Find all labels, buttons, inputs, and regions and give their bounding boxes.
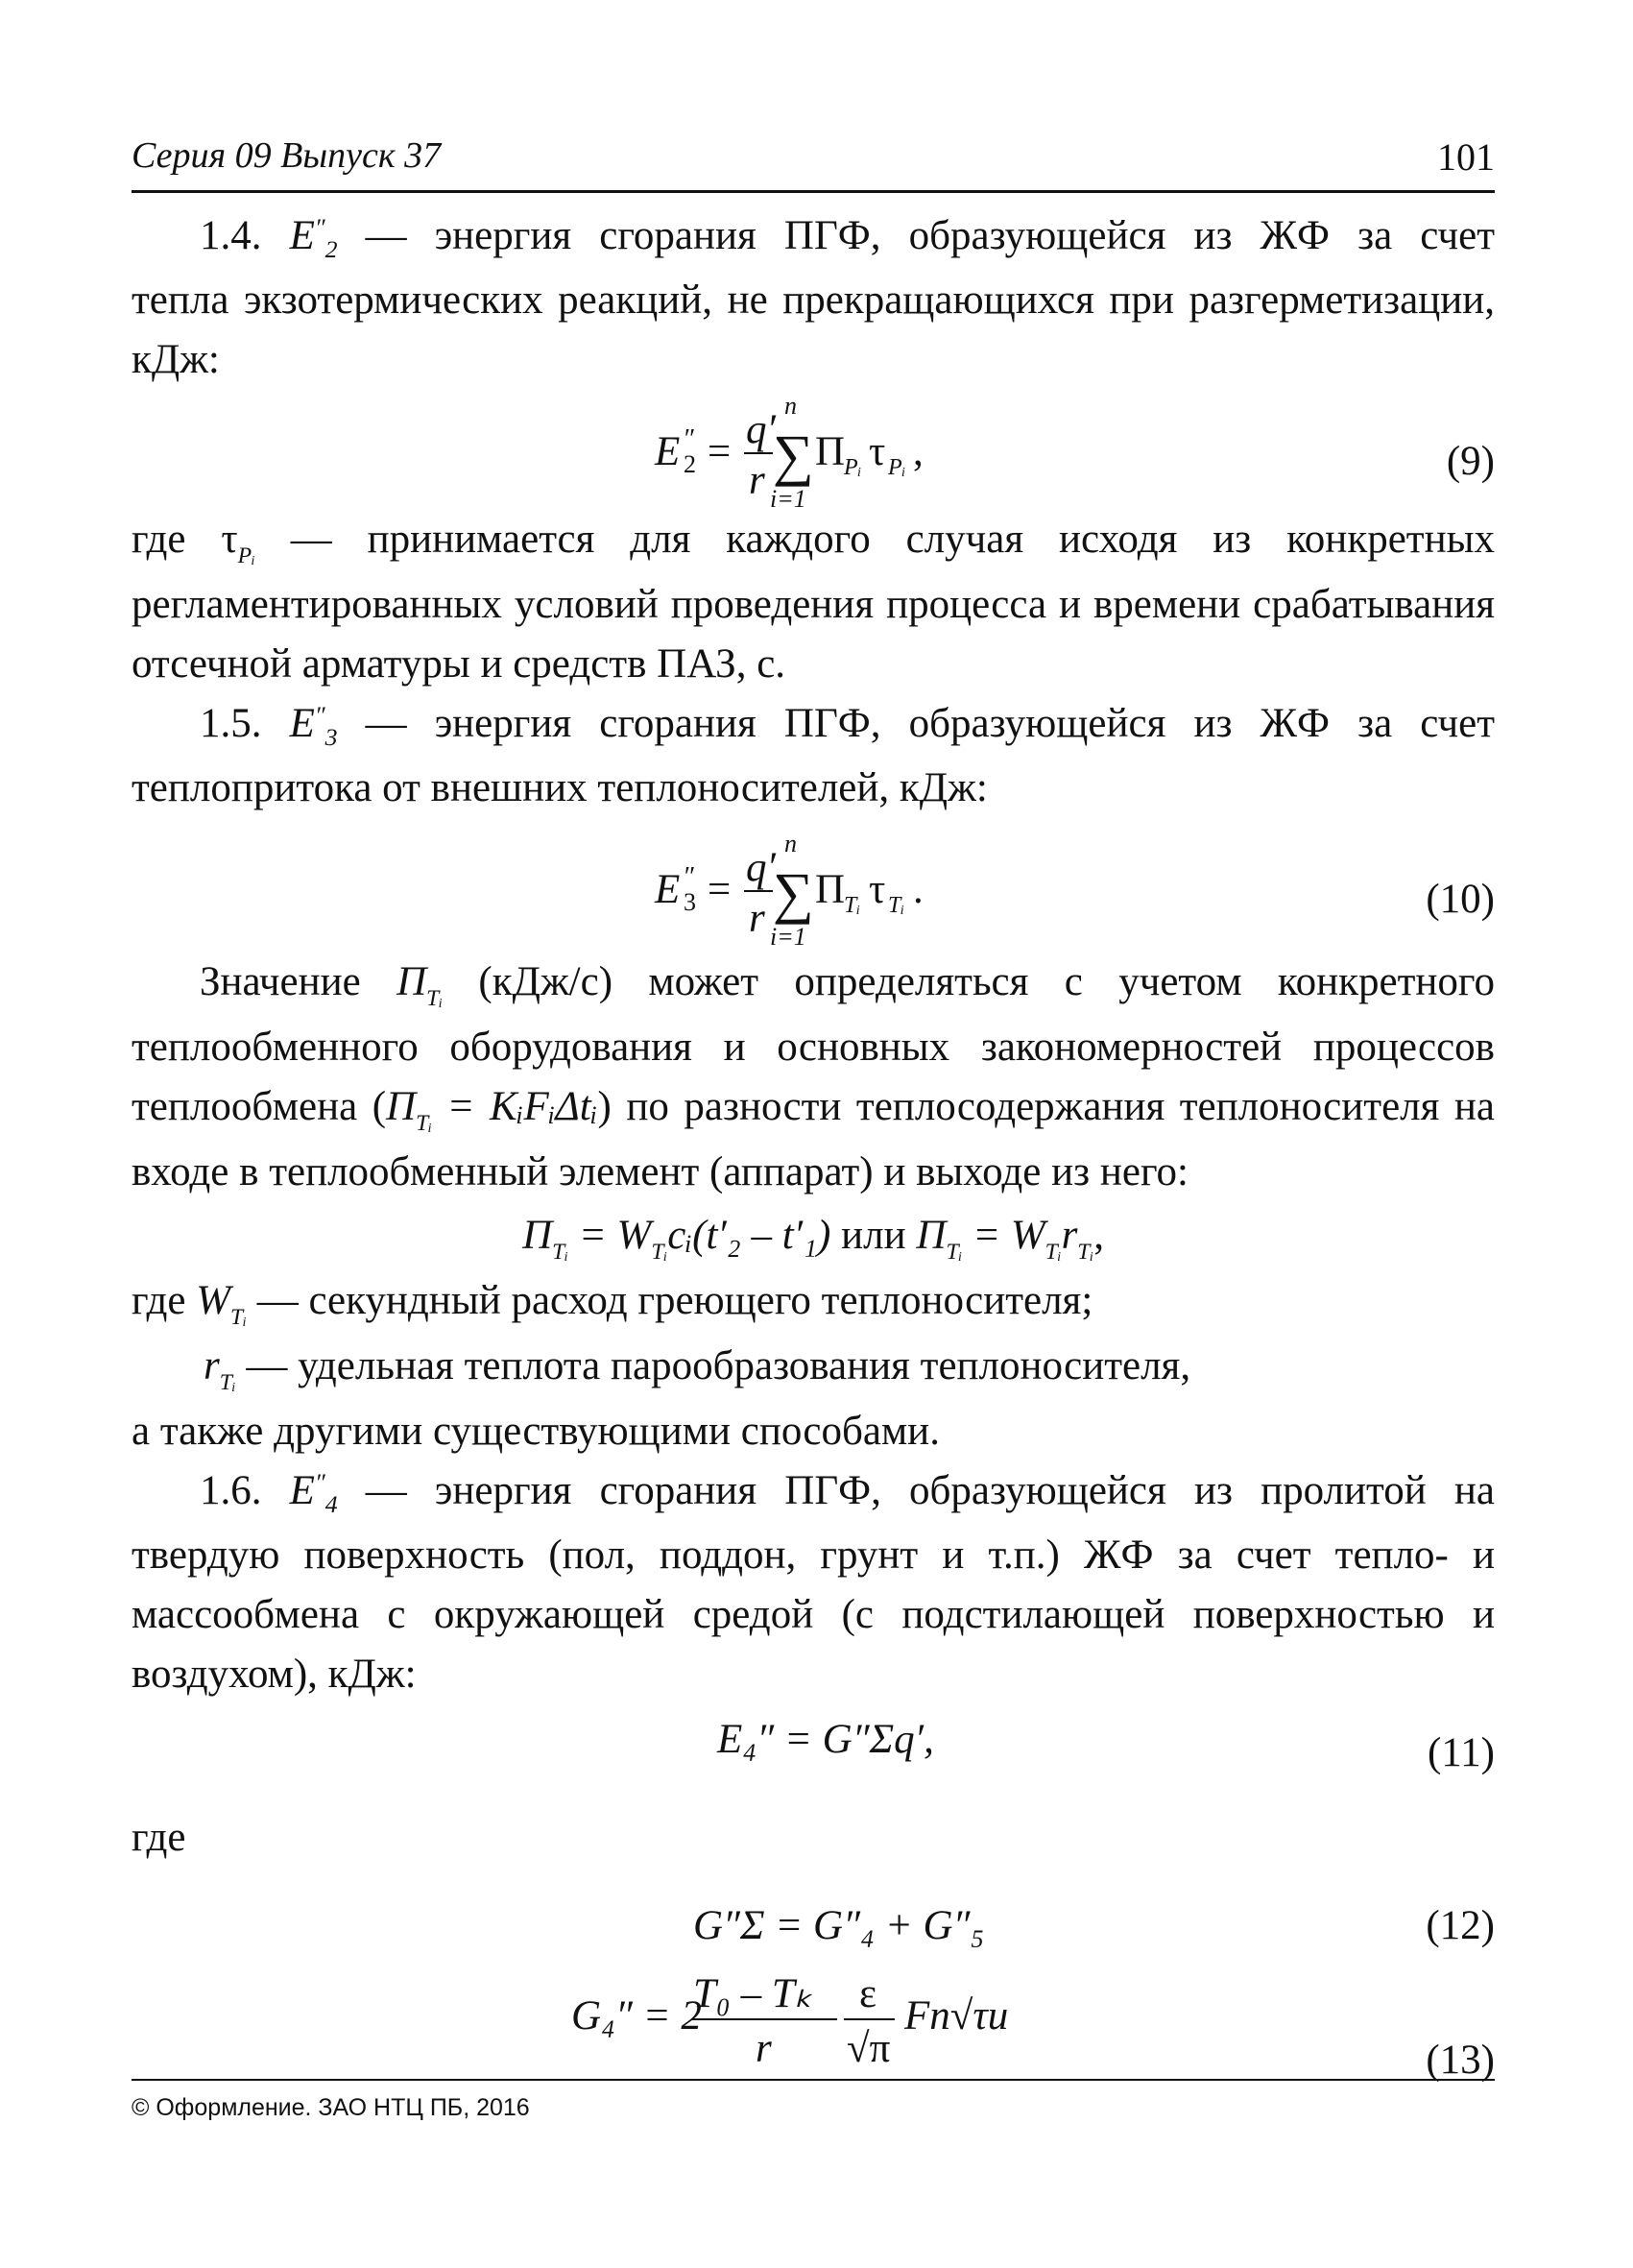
where-label: где (132, 1815, 186, 1860)
issue-label: Выпуск 37 (280, 135, 442, 176)
eq9-sum-top: n (784, 392, 797, 420)
svg-text:Tᵢ: Tᵢ (888, 893, 905, 918)
svg-text:,: , (913, 429, 924, 474)
equation-10-svg (132, 818, 1495, 953)
eq9-numerator: q′ (746, 407, 776, 452)
equation-9 (132, 390, 1495, 510)
def-also: а также другими существующими способами. (132, 1409, 940, 1454)
svg-text:=: = (708, 429, 732, 474)
eq13-frac1-den: r (756, 2026, 772, 2071)
eq13-tail: Fп√τи (904, 1993, 1009, 2039)
symbol-e2: $E''_2$ (289, 212, 338, 264)
value-para: Значение $П_{Tᵢ}$ (кДж/с) может определяться с учетом конкретного теплообменного оборудования и основных закономерностей процессов теплообмена ($П_{Tᵢ}$ = KᵢFᵢΔtᵢ) по разности теплосодержания теплоносителя на входе в теплообменный элемент (аппарат) и выходе из него: (132, 959, 1495, 1194)
equation-13 (132, 1964, 1495, 2093)
eq13-frac2-num: ε (859, 1971, 877, 2016)
svg-text:Pᵢ: Pᵢ (888, 455, 906, 480)
where-tau-para: где $\tau_{Pᵢ}$ — принимается для каждого случая исходя из конкретных регламентированных условий проведения процесса и времени срабатывания отсечной арматуры и средств ПАЗ, с. (132, 517, 1495, 687)
eq9-denominator: r (749, 458, 765, 503)
equation-9-svg (132, 390, 1495, 510)
page-number: 101 (1437, 135, 1495, 179)
svg-text:2: 2 (684, 450, 696, 478)
svg-text:Tᵢ: Tᵢ (844, 893, 861, 918)
svg-text:τ: τ (869, 867, 886, 912)
eq9-sigma: ∑ (773, 423, 814, 487)
section-number: 1.4. (200, 213, 262, 258)
eq9-lhs: E (655, 429, 681, 474)
section-number: 1.5. (200, 701, 262, 746)
symbol-e4: $E''_4$ (289, 1467, 338, 1519)
eq10-sum-top: n (784, 830, 797, 857)
section-1-5-line1: 1.5. $E''_3$ — энергия сгорания ПГФ, образующейся из ЖФ за счет (200, 700, 1495, 752)
running-header (132, 133, 1495, 193)
equation-10-number: (10) (1426, 877, 1495, 922)
equation-12-number: (12) (1426, 1903, 1495, 1948)
section-1-4-text: тепла экзотермических реакций, не прекращающихся при разгерметизации, кДж: (132, 277, 1495, 382)
equation-pt: $П_{Tᵢ}$ = $W_{Tᵢ}cᵢ(t'_2 - t'_1)$ или $П_{Tᵢ} = W_{Tᵢ}r_{Tᵢ}$, (522, 1213, 1104, 1265)
equation-11 (132, 1704, 1495, 1781)
copyright-text: © Оформление. ЗАО НТЦ ПБ, 2016 (132, 2094, 530, 2121)
section-1-6-text: твердую поверхность (пол, поддон, грунт и т.п.) ЖФ за счет тепло- и массообмена с окружающей средой (с подстилающей поверхностью и воздухом), кДж: (132, 1532, 1495, 1697)
eq10-sum-bottom: i=1 (770, 923, 806, 951)
eq9-term: Π (815, 429, 846, 474)
eq10-denominator: r (749, 896, 765, 941)
equation-11-formula: E₄″ = G″Σq′, (717, 1717, 934, 1762)
section-number: 1.6. (200, 1468, 262, 1513)
equation-13-svg (132, 1964, 1495, 2093)
svg-text:.: . (913, 867, 924, 912)
eq10-numerator: q′ (746, 845, 776, 890)
eq10-sigma: ∑ (773, 861, 814, 925)
page-body (132, 206, 1495, 2093)
equation-12-formula: G″Σ = G″₄ + G″₅ (693, 1903, 985, 1948)
svg-text:3: 3 (684, 888, 696, 916)
equation-12 (132, 1868, 1495, 1964)
section-1-6-line1: 1.6. $E''_4$ — энергия сгорания ПГФ, образующейся из пролитой на (200, 1467, 1496, 1519)
equation-10 (132, 818, 1495, 953)
svg-text:Pᵢ: Pᵢ (844, 455, 862, 480)
equation-13-number: (13) (1426, 2038, 1495, 2083)
equation-9-number: (9) (1446, 439, 1495, 484)
svg-text:=: = (708, 867, 732, 912)
series-label: Серия 09 (132, 135, 272, 176)
section-1-4-line1: 1.4. $E''_2$ — энергия сгорания ПГФ, образующейся из ЖФ за счет (200, 212, 1495, 264)
eq10-term: Π (815, 867, 846, 912)
svg-text:τ: τ (869, 429, 886, 474)
eq13-frac1-num: T₀ – Tₖ (693, 1971, 813, 2016)
eq10-lhs: E (655, 867, 681, 912)
def-r: $r_{Tᵢ}$ — удельная теплота парообразования теплоносителя, (204, 1343, 1191, 1395)
eq13-frac2-den: √π (847, 2026, 891, 2071)
svg-text:″: ″ (683, 424, 694, 454)
eq9-sum-bottom: i=1 (770, 485, 806, 510)
equation-11-number: (11) (1427, 1730, 1495, 1775)
series-issue (132, 134, 441, 177)
def-w: где $W_{Tᵢ}$ — секундный расход греющего теплоносителя; (132, 1278, 1093, 1330)
section-1-5-text: теплопритока от внешних теплоносителей, кДж: (132, 765, 988, 810)
eq13-lhs: G₄″ = 2 (571, 1993, 702, 2039)
svg-text:″: ″ (683, 862, 694, 892)
footer (132, 2079, 1495, 2122)
symbol-e3: $E''_3$ (289, 700, 338, 752)
